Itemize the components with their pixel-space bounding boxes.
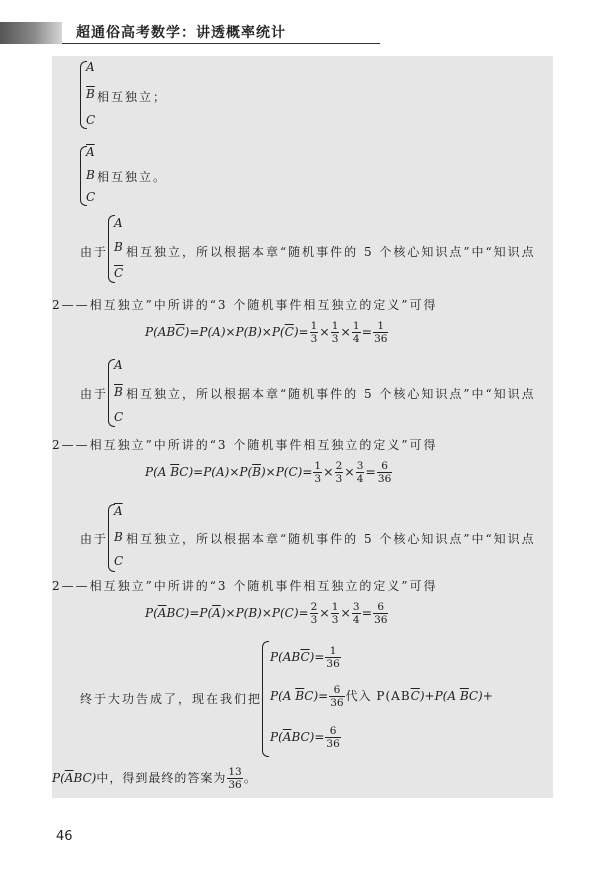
final-answer-line: $P(\overline{A}BC)$中，得到最终的答案为 $\frac{13}{36}$ 。 [52,766,257,791]
header-rule [62,43,380,44]
fraction: $\frac{1}{3}$ [331,320,339,345]
since-label: 由于 [80,387,109,401]
eq-bar-var: $\overline{B}$ [252,465,261,479]
var-b-bar: $\overline{B}$ [86,87,95,101]
reason-text: 相互独立，所以根据本章“随机事件的 5 个核心知识点”中“知识点 [126,245,536,259]
since-label: 由于 [80,245,109,259]
var-a-bar: $\overline{A}$ [114,504,123,518]
fraction: $\frac{1}{3}$ [314,460,322,485]
eq-text: BC)=P( [166,606,213,620]
eq-bar-var: $\overline{B}$ [170,465,180,479]
fraction: $\frac{1}{36}$ [374,320,388,345]
continuation-text: 2——相互独立”中所讲的“3 个随机事件相互独立的定义”可得 [52,579,438,593]
eq-text: P(A [145,465,171,479]
var-a: A [114,216,123,230]
reason-text: 相互独立，所以根据本章“随机事件的 5 个核心知识点”中“知识点 [126,387,536,401]
reason-text: 相互独立，所以根据本章“随机事件的 5 个核心知识点”中“知识点 [126,532,536,546]
fraction: $\frac{6}{36}$ [330,684,344,709]
case-3: $P(\overline{A}BC)=$ $\frac{6}{36}$ [270,725,340,750]
fraction: $\frac{2}{3}$ [335,460,343,485]
var-c: C [114,554,124,568]
eq-text: C)=P(A)×P( [179,465,253,479]
equation-2: P(A $\overline{B}C)=P(A)\times P(\overline{B})\times P(C)=$ $\frac{1}{3}$ × $\frac{2}{3}$ × $\frac{3}{4}$ = $\frac{6}{36}$ [145,460,392,485]
var-b-bar: $\overline{B}$ [114,385,123,399]
fraction: $\frac{6}{36}$ [377,460,392,485]
var-b: B [114,240,123,254]
eq-bar-var: $\overline{C}$ [284,325,294,339]
eq-bar-var: $\overline{A}$ [157,606,167,620]
case-2: P(A $\overline{B}C)=$ $\frac{6}{36}$ 代入 $P(AB\overline{C})+P(A$ $\overline{B}C)+$ [270,684,493,709]
fraction: $\frac{1}{3}$ [331,601,339,626]
continuation-text: 2——相互独立”中所讲的“3 个随机事件相互独立的定义”可得 [52,438,438,452]
var-a: A [86,60,95,74]
fraction: $\frac{2}{3}$ [310,601,318,626]
eq-text: )= [293,325,309,339]
fraction: $\frac{1}{3}$ [310,320,318,345]
header-accent-bar [0,22,62,44]
var-a: A [114,358,123,372]
continuation-text: 2——相互独立”中所讲的“3 个随机事件相互独立的定义”可得 [52,298,438,312]
final-answer-fraction: $\frac{13}{36}$ [228,766,242,791]
var-c: C [114,410,124,424]
fraction: $\frac{6}{36}$ [374,601,388,626]
page-number: 46 [56,829,73,844]
eq-bar-var: $\overline{C}$ [175,325,185,339]
fraction: $\frac{1}{4}$ [352,320,360,345]
substitute-text: 代入 P(AB [345,689,411,703]
eq-bar-var: $\overline{A}$ [212,606,221,620]
fraction: $\frac{1}{36}$ [326,645,340,670]
running-header-title: 超通俗高考数学：讲透概率统计 [76,25,286,41]
final-intro-text: 终于大功告成了，现在我们把 [80,692,263,706]
var-b: B [86,168,95,182]
fraction: $\frac{3}{4}$ [352,601,360,626]
case-1: $P(AB\overline{C})=$ $\frac{1}{36}$ [270,645,340,670]
equation-3: $P(\overline{A}BC)=P(\overline{A})\times P(B)\times P(C)=$ $\frac{2}{3}$ × $\frac{1}{3}$ × $\frac{3}{4}$ = $\frac{6}{36}$ [145,601,388,626]
independence-text-1: 相互独立； [97,90,168,104]
var-b: B [114,530,123,544]
var-c-bar: $\overline{C}$ [114,266,124,280]
var-a-bar: $\overline{A}$ [86,145,95,159]
equation-1: $P(AB\overline{C})=P(A)\times P(B)\times P(\overline{C})=$ $\frac{1}{3}$ × $\frac{1}{3}$ × $\frac{1}{4}$ = $\frac{1}{36}$ [145,320,388,345]
brace-final [262,641,269,757]
eq-text: )×P(B)×P(C)= [220,606,309,620]
since-label: 由于 [80,532,109,546]
independence-text-2: 相互独立。 [97,170,168,184]
var-c: C [86,113,96,127]
var-c: C [86,190,96,204]
eq-text: P( [145,606,158,620]
eq-text: P(AB [145,325,176,339]
eq-text: )=P(A)×P(B)×P( [184,325,285,339]
eq-text: )×P(C)= [260,465,313,479]
fraction: $\frac{3}{4}$ [356,460,364,485]
fraction: $\frac{6}{36}$ [326,725,340,750]
